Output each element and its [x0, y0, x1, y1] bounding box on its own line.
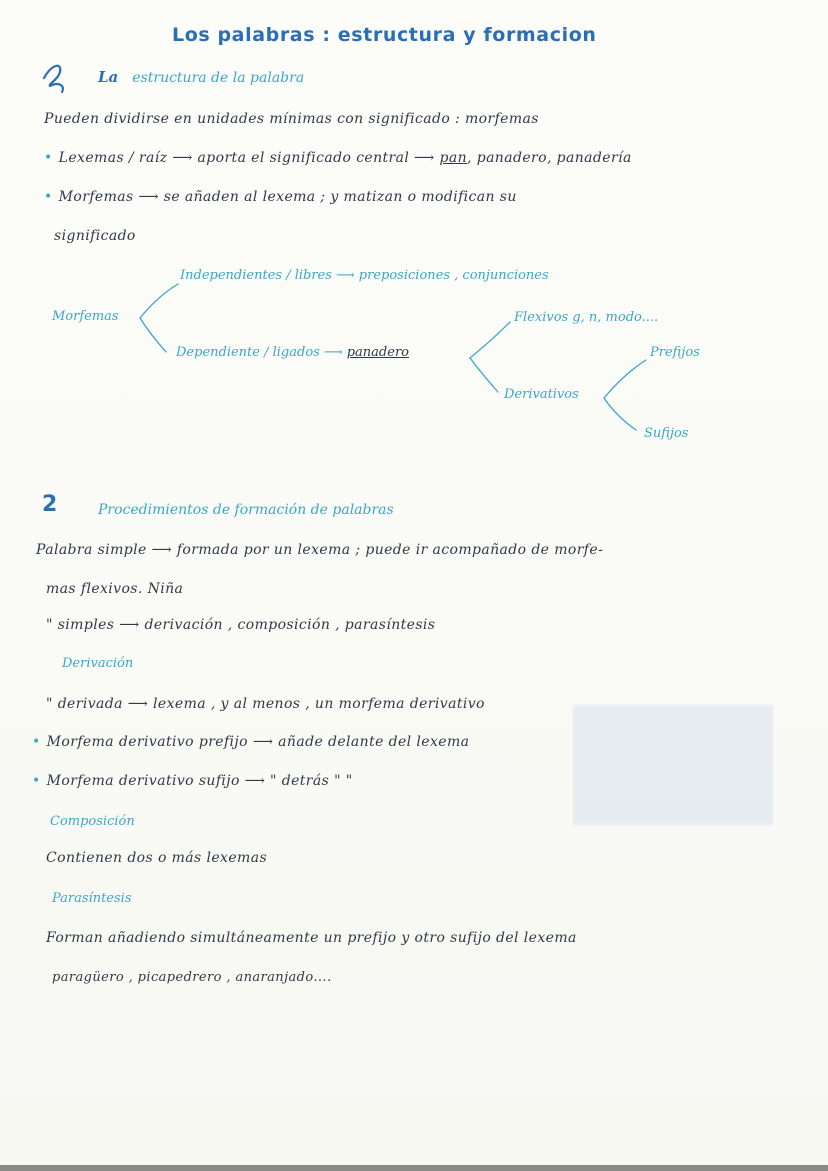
example-panadero: panadero	[476, 150, 547, 166]
page-title: Los palabras : estructura y formacion	[172, 24, 597, 46]
bullet-morfemas-text: Morfemas ⟶ se añaden al lexema ; y matizan o modifican su	[58, 189, 517, 205]
tree-flexivos: Flexivos g, n, modo....	[514, 310, 659, 325]
bullet-morfemas	[44, 189, 517, 205]
section1-heading	[98, 68, 304, 86]
tree-derivativos: Derivativos	[504, 387, 579, 402]
sufijo-line	[32, 773, 353, 789]
sufijo-text: Morfema derivativo sufijo ⟶ " detrás " "	[46, 773, 353, 789]
simple-line-1: Palabra simple ⟶ formada por un lexema ; puede ir acompañado de morfe-	[36, 542, 604, 558]
composicion-heading: Composición	[50, 814, 135, 829]
section2-heading: Procedimientos de formación de palabras	[98, 502, 394, 518]
tree-sufijos: Sufijos	[644, 426, 689, 441]
parasintesis-examples: paragüero , picapedrero , anaranjado....	[52, 970, 332, 985]
tree-root-morfemas: Morfemas	[52, 309, 119, 324]
derivada-line: " derivada ⟶ lexema , y al menos , un morfema derivativo	[46, 696, 485, 712]
bullet-dot: •	[44, 150, 53, 166]
bullet-lexemas-text: Lexemas / raíz ⟶ aporta el significado central ⟶	[58, 150, 435, 166]
simple-line-2: mas flexivos. Niña	[46, 581, 184, 597]
page-edge	[0, 1165, 828, 1171]
example-panaderia: panadería	[556, 150, 632, 166]
section1-heading-text: estructura de la palabra	[132, 70, 305, 86]
parasintesis-line: Forman añadiendo simultáneamente un prefijo y otro sufijo del lexema	[46, 930, 577, 946]
composicion-line: Contienen dos o más lexemas	[46, 850, 268, 866]
bullet-dot: •	[32, 773, 41, 789]
parasintesis-heading: Parasíntesis	[52, 891, 132, 906]
bullet-dot: •	[44, 189, 53, 205]
paper-smudge	[573, 705, 773, 825]
example-pan: pan	[439, 150, 467, 166]
simples-line: " simples ⟶ derivación , composición , parasíntesis	[46, 617, 436, 633]
bullet-dot: •	[32, 734, 41, 750]
section1-intro: Pueden dividirse en unidades mínimas con significado : morfemas	[44, 111, 539, 127]
tree-prefijos: Prefijos	[650, 345, 700, 360]
bullet-lexemas: • Lexemas / raíz ⟶ aporta el significado central ⟶ pan, panadero, panadería	[44, 150, 632, 166]
derivacion-heading: Derivación	[62, 656, 134, 671]
tree-independientes: Independientes / libres ⟶ preposiciones , conjunciones	[180, 268, 549, 283]
tree-dependientes-text: Dependiente / ligados ⟶	[176, 345, 343, 360]
section1-heading-lead: La	[98, 68, 119, 86]
prefijo-text: Morfema derivativo prefijo ⟶ añade delante del lexema	[46, 734, 470, 750]
section2-number: 2	[42, 492, 58, 517]
tree-dependientes	[176, 345, 409, 360]
bullet-morfemas-cont: significado	[54, 228, 136, 244]
prefijo-line	[32, 734, 469, 750]
tree-dependientes-example: panadero	[346, 345, 409, 360]
